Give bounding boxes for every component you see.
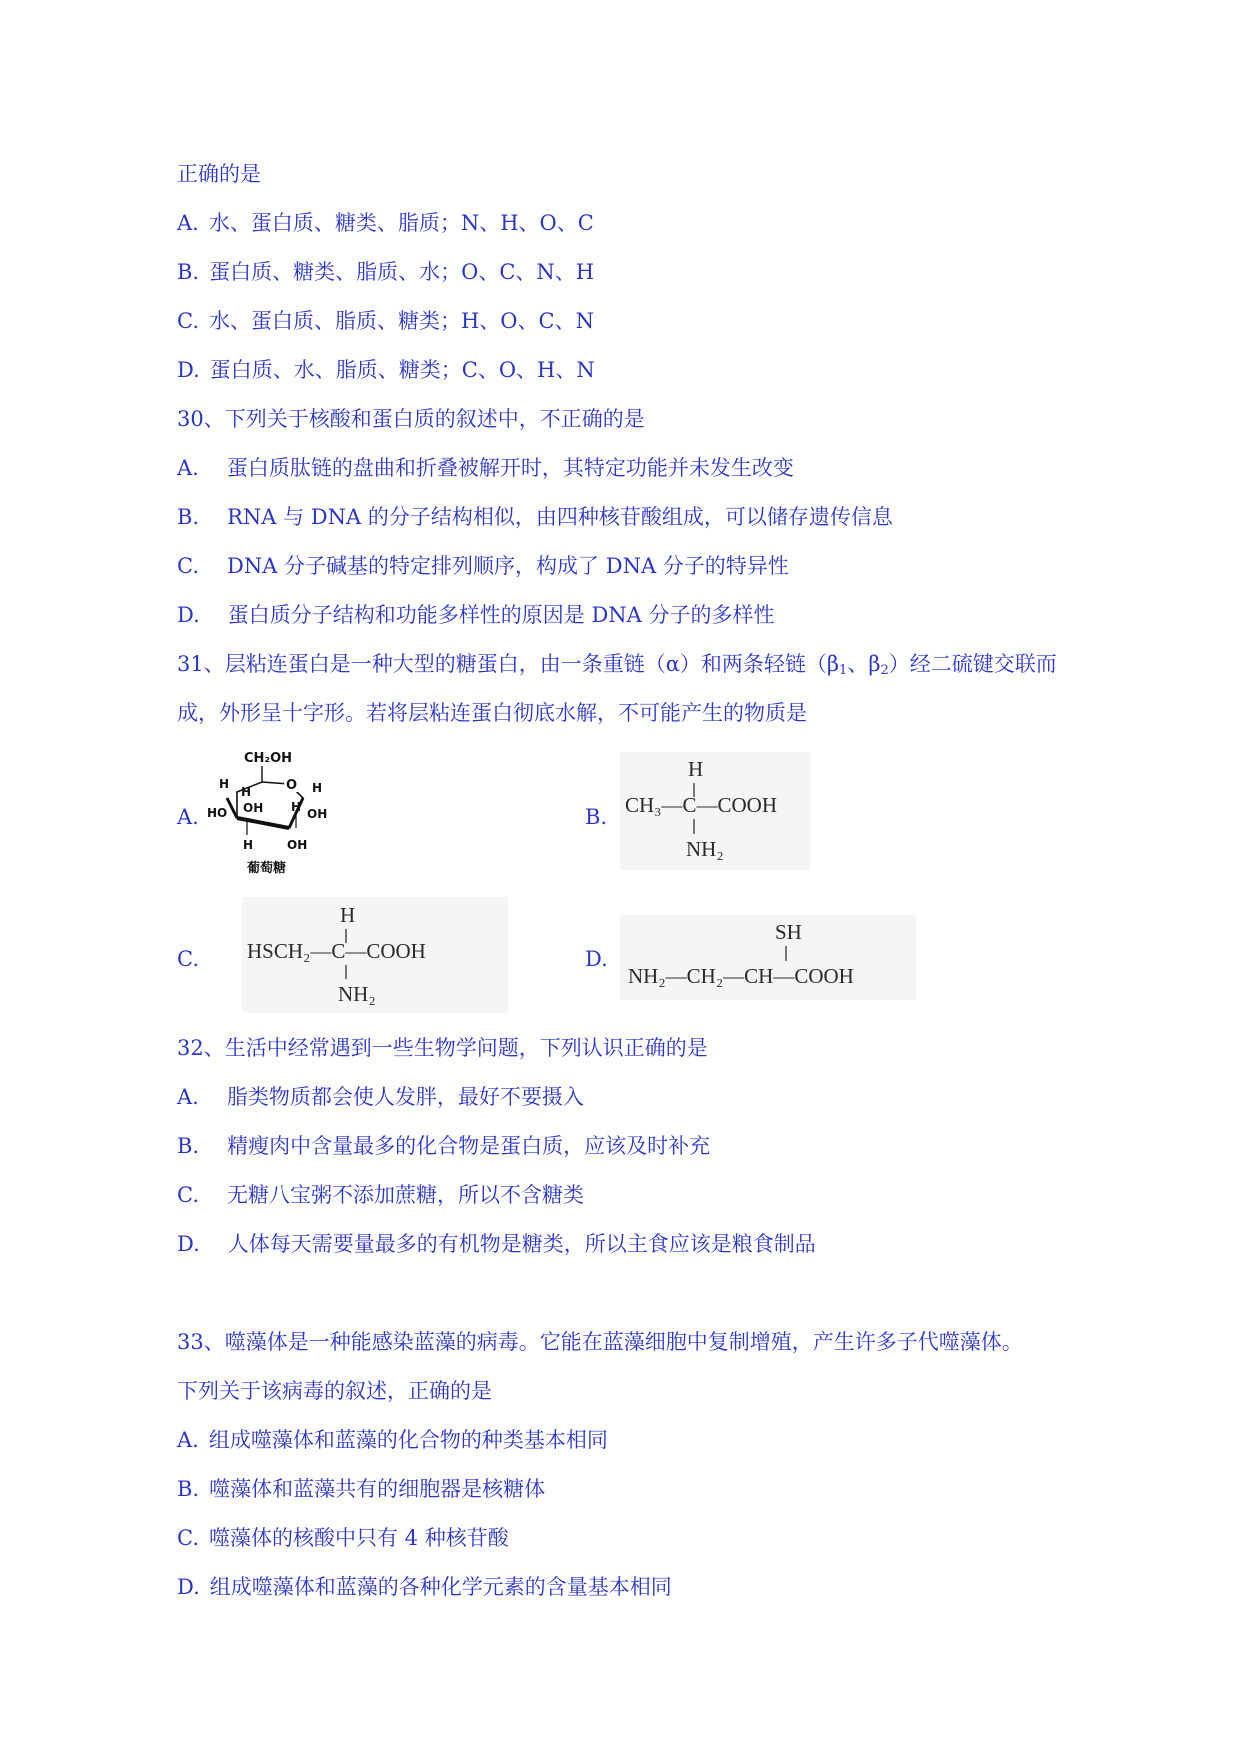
q30-option-a [177,454,794,482]
glucose-structure [207,748,347,884]
option-label: D. [177,1575,200,1599]
option-text: 蛋白质、水、脂质、糖类；C、O、H、N [209,358,595,382]
option-text: 脂类物质都会使人发胖，最好不要摄入 [226,1085,584,1109]
q30-stem: 30、下列关于核酸和蛋白质的叙述中，不正确的是 [177,407,645,431]
stem-text: ）经二硫键交联而 [888,652,1057,676]
option-text: 无糖八宝粥不添加蔗糖，所以不含糖类 [227,1183,584,1207]
oh-label: OH [307,807,328,821]
alanine-structure [620,752,810,870]
q30-option-c [177,552,789,580]
ho-label: HO [207,806,228,820]
option-text: 组成噬藻体和蓝藻的化合物的种类基本相同 [208,1428,608,1452]
nh2-label: NH₂ [686,837,724,861]
q29-option-c [177,307,594,335]
q32-option-a [177,1083,584,1111]
q33-option-b [177,1475,545,1503]
ch2oh-label: CH₂OH [244,751,293,766]
q32-option-c [177,1181,584,1209]
option-text: 蛋白质肽链的盘曲和折叠被解开时，其特定功能并未发生改变 [226,456,794,480]
option-label: D. [177,603,200,627]
h-label: H [312,781,323,795]
q32-stem: 32、生活中经常遇到一些生物学问题，下列认识正确的是 [177,1036,708,1060]
h-label: H [243,838,254,852]
q31-option-a-label: A. [177,805,199,829]
cysteine-structure [242,897,508,1013]
q31-option-c-label: C. [177,947,199,971]
option-label: B. [177,260,200,284]
sh-label: SH [775,920,802,944]
subscript: 2 [880,663,889,678]
option-label: C. [177,309,199,333]
option-label: D. [177,358,200,382]
option-label: C. [177,1183,199,1207]
q33-option-a [177,1426,608,1454]
option-d-structure [620,915,916,1000]
option-label: A. [177,211,199,235]
option-text: 精瘦肉中含量最多的化合物是蛋白质，应该及时补充 [227,1134,711,1158]
option-text: RNA 与 DNA 的分子结构相似，由四种核苷酸组成，可以储存遗传信息 [227,505,893,529]
option-text: 水、蛋白质、糖类、脂质；N、H、O、C [208,211,594,235]
q31-option-b-label: B. [585,805,608,829]
option-text: 噬藻体的核酸中只有 4 种核苷酸 [209,1526,509,1550]
stem-text: 31、层粘连蛋白是一种大型的糖蛋白，由一条重链（α）和两条轻链（β [177,652,840,676]
q29-option-a [177,209,594,237]
ring-oxygen: O [286,778,298,793]
q33-option-d [177,1573,672,1601]
q29-option-d [177,356,595,384]
option-label: A. [177,1085,199,1109]
option-text: 水、蛋白质、脂质、糖类；H、O、C、N [209,309,594,333]
q30-option-b [177,503,893,531]
oh-label: OH [243,801,264,815]
q31-stem-line2: 成，外形呈十字形。若将层粘连蛋白彻底水解，不可能产生的物质是 [177,701,807,725]
option-text: 蛋白质分子结构和功能多样性的原因是 DNA 分子的多样性 [227,603,775,627]
q33-stem-line1: 33、噬藻体是一种能感染蓝藻的病毒。它能在蓝藻细胞中复制增殖，产生许多子代噬藻体。 [177,1330,1023,1354]
q32-option-d [177,1230,816,1258]
q30-option-d [177,601,775,629]
q32-option-b [177,1132,710,1160]
option-label: B. [177,1477,200,1501]
formula-main: CH₃—C—COOH [625,793,778,817]
option-label: C. [177,1526,199,1550]
nh2-label: NH₂ [338,982,376,1006]
option-text: 组成噬藻体和蓝藻的各种化学元素的含量基本相同 [209,1575,672,1599]
question-stem-continuation: 正确的是 [177,162,261,186]
h-label: H [688,757,704,781]
q33-stem-line2: 下列关于该病毒的叙述，正确的是 [177,1379,492,1403]
h-label: H [291,800,302,814]
h-label: H [219,777,230,791]
option-label: A. [177,1428,199,1452]
option-label: B. [177,1134,200,1158]
h-label: H [340,903,356,927]
formula-main: HSCH₂—C—COOH [247,939,426,963]
option-text: 蛋白质、糖类、脂质、水；O、C、N、H [209,260,595,284]
glucose-caption: 葡萄糖 [247,861,287,876]
q29-option-b [177,258,594,286]
subscript: 1 [839,663,848,678]
q31-option-d-label: D. [585,947,608,971]
option-label: A. [177,456,199,480]
oh-label: OH [287,838,308,852]
option-text: DNA 分子碱基的特定排列顺序，构成了 DNA 分子的特异性 [227,554,789,578]
q33-option-c [177,1524,509,1552]
q31-stem-line1 [177,650,1057,685]
option-text: 噬藻体和蓝藻共有的细胞器是核糖体 [209,1477,546,1501]
formula-main: NH₂—CH₂—CH—COOH [628,964,854,988]
option-label: B. [177,505,200,529]
stem-text: 、β [847,652,881,676]
h-label: H [241,785,252,799]
option-text: 人体每天需要量最多的有机物是糖类，所以主食应该是粮食制品 [227,1232,816,1256]
option-label: C. [177,554,199,578]
option-label: D. [177,1232,200,1256]
